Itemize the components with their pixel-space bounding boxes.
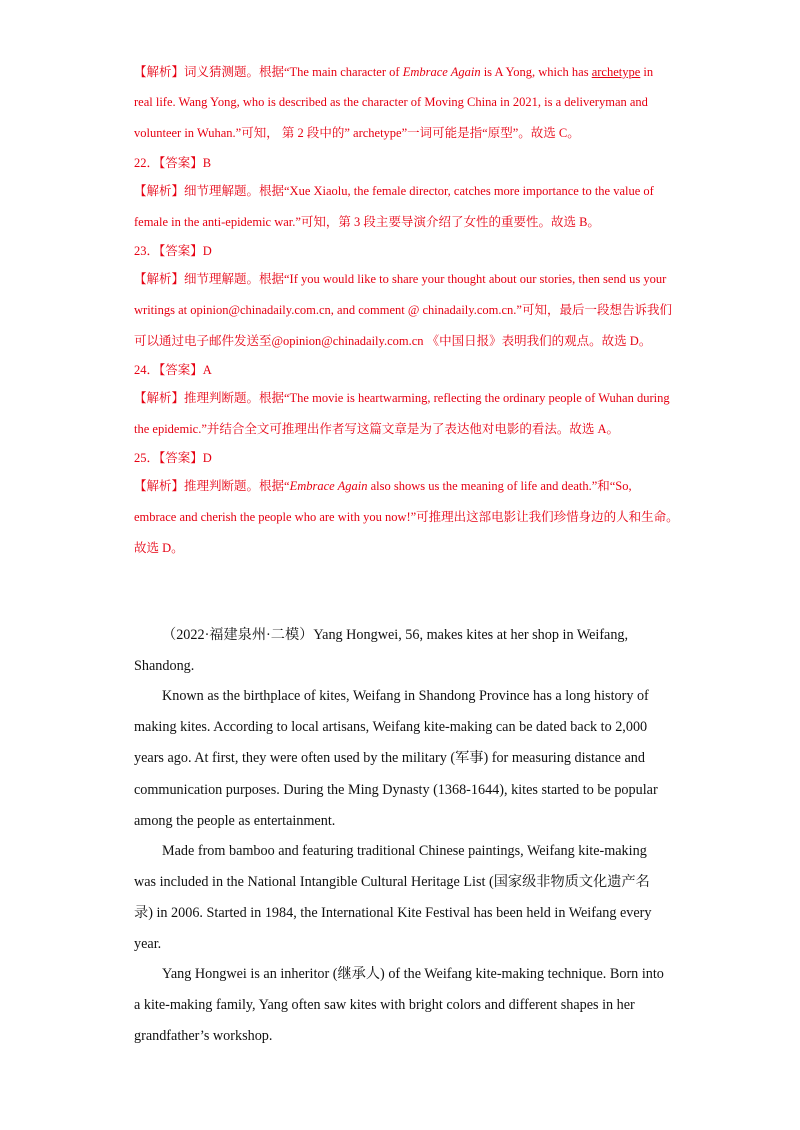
analysis-22-line-1: 【解析】细节理解题。根据“Xue Xiaolu, the female director, catches more importance to the value of — [134, 184, 654, 198]
analysis-25-line-1-pre: 【解析】推理判断题。根据“ — [134, 479, 290, 493]
answer-23: 23．【答案】D — [134, 244, 212, 258]
answer-24: 24．【答案】A — [134, 363, 212, 377]
movie-title-italic: Embrace Again — [289, 479, 368, 493]
passage-p4-line-1: Yang Hongwei is an inheritor (继承人) of the Weifang kite-making technique. Born into — [162, 966, 664, 982]
archetype-underlined-word: archetype — [591, 65, 641, 79]
passage-p2-line-5: among the people as entertainment. — [134, 813, 336, 829]
analysis-25-line-1-post: also shows us the meaning of life and death.”和“So, — [367, 479, 632, 493]
analysis-25-line-2: embrace and cherish the people who are with you now!”可推理出这部电影让我们珍惜身边的人和生命。 — [134, 510, 679, 524]
analysis-21-line-1-post: in — [640, 65, 654, 79]
passage-p3-line-1: Made from bamboo and featuring traditional Chinese paintings, Weifang kite-making — [162, 843, 647, 859]
analysis-23-line-2: writings at opinion@chinadaily.com.cn, and comment @ chinadaily.com.cn.”可知，最后一段想告诉我们 — [134, 303, 672, 317]
movie-title-italic: Embrace Again — [402, 65, 481, 79]
passage-p1-line-1: （2022·福建泉州·二模）Yang Hongwei, 56, makes kites at her shop in Weifang, — [162, 627, 629, 643]
analysis-24-line-1: 【解析】推理判断题。根据“The movie is heartwarming, reflecting the ordinary people of Wuhan during — [134, 391, 670, 405]
answer-25: 25．【答案】D — [134, 451, 212, 465]
analysis-21-line-3: volunteer in Wuhan.”可知， 第 2 段中的” archetype”一词可能是指“原型”。故选 C。 — [134, 126, 580, 140]
passage-p2-line-3: years ago. At first, they were often used by the military (军事) for measuring distance and — [134, 750, 645, 766]
passage-p3-line-2: was included in the National Intangible Cultural Heritage List (国家级非物质文化遗产名 — [134, 874, 650, 890]
analysis-23-line-1: 【解析】细节理解题。根据“If you would like to share your thought about our stories, then send us your — [134, 272, 667, 286]
passage-p2-line-4: communication purposes. During the Ming Dynasty (1368-1644), kites started to be popular — [134, 782, 658, 798]
passage-p3-line-4: year. — [134, 936, 162, 952]
analysis-25-line-3: 故选 D。 — [134, 541, 184, 555]
analysis-23-line-3: 可以通过电子邮件发送至@opinion@chinadaily.com.cn 《中国日报》表明我们的观点。故选 D。 — [134, 334, 652, 348]
passage-p2-line-2: making kites. According to local artisans, Weifang kite-making can be dated back to 2,000 — [134, 719, 648, 735]
passage-p4-line-3: grandfather’s workshop. — [134, 1028, 273, 1044]
analysis-22-line-2: female in the anti-epidemic war.”可知，第 3 段主要导演介绍了女性的重要性。故选 B。 — [134, 215, 600, 229]
analysis-21-line-2: real life. Wang Yong, who is described as the character of Moving China in 2021, is a deliveryman and — [134, 95, 648, 109]
passage-p4-line-2: a kite-making family, Yang often saw kites with bright colors and different shapes in her — [134, 997, 635, 1013]
analysis-24-line-2: the epidemic.”并结合全文可推理出作者写这篇文章是为了表达他对电影的看法。故选 A。 — [134, 422, 620, 436]
analysis-21-line-1-mid: is A Yong, which has — [480, 65, 592, 79]
passage-p3-line-3: 录) in 2006. Started in 1984, the International Kite Festival has been held in Weifang every — [134, 905, 652, 921]
passage-p1-line-2: Shandong. — [134, 658, 195, 674]
analysis-21-line-1 — [134, 64, 653, 80]
answer-22: 22．【答案】B — [134, 156, 212, 170]
analysis-21-line-1-pre: 【解析】词义猜测题。根据“The main character of — [134, 65, 403, 79]
passage-p2-line-1: Known as the birthplace of kites, Weifang in Shandong Province has a long history of — [162, 688, 649, 704]
analysis-25-line-1 — [134, 478, 632, 494]
